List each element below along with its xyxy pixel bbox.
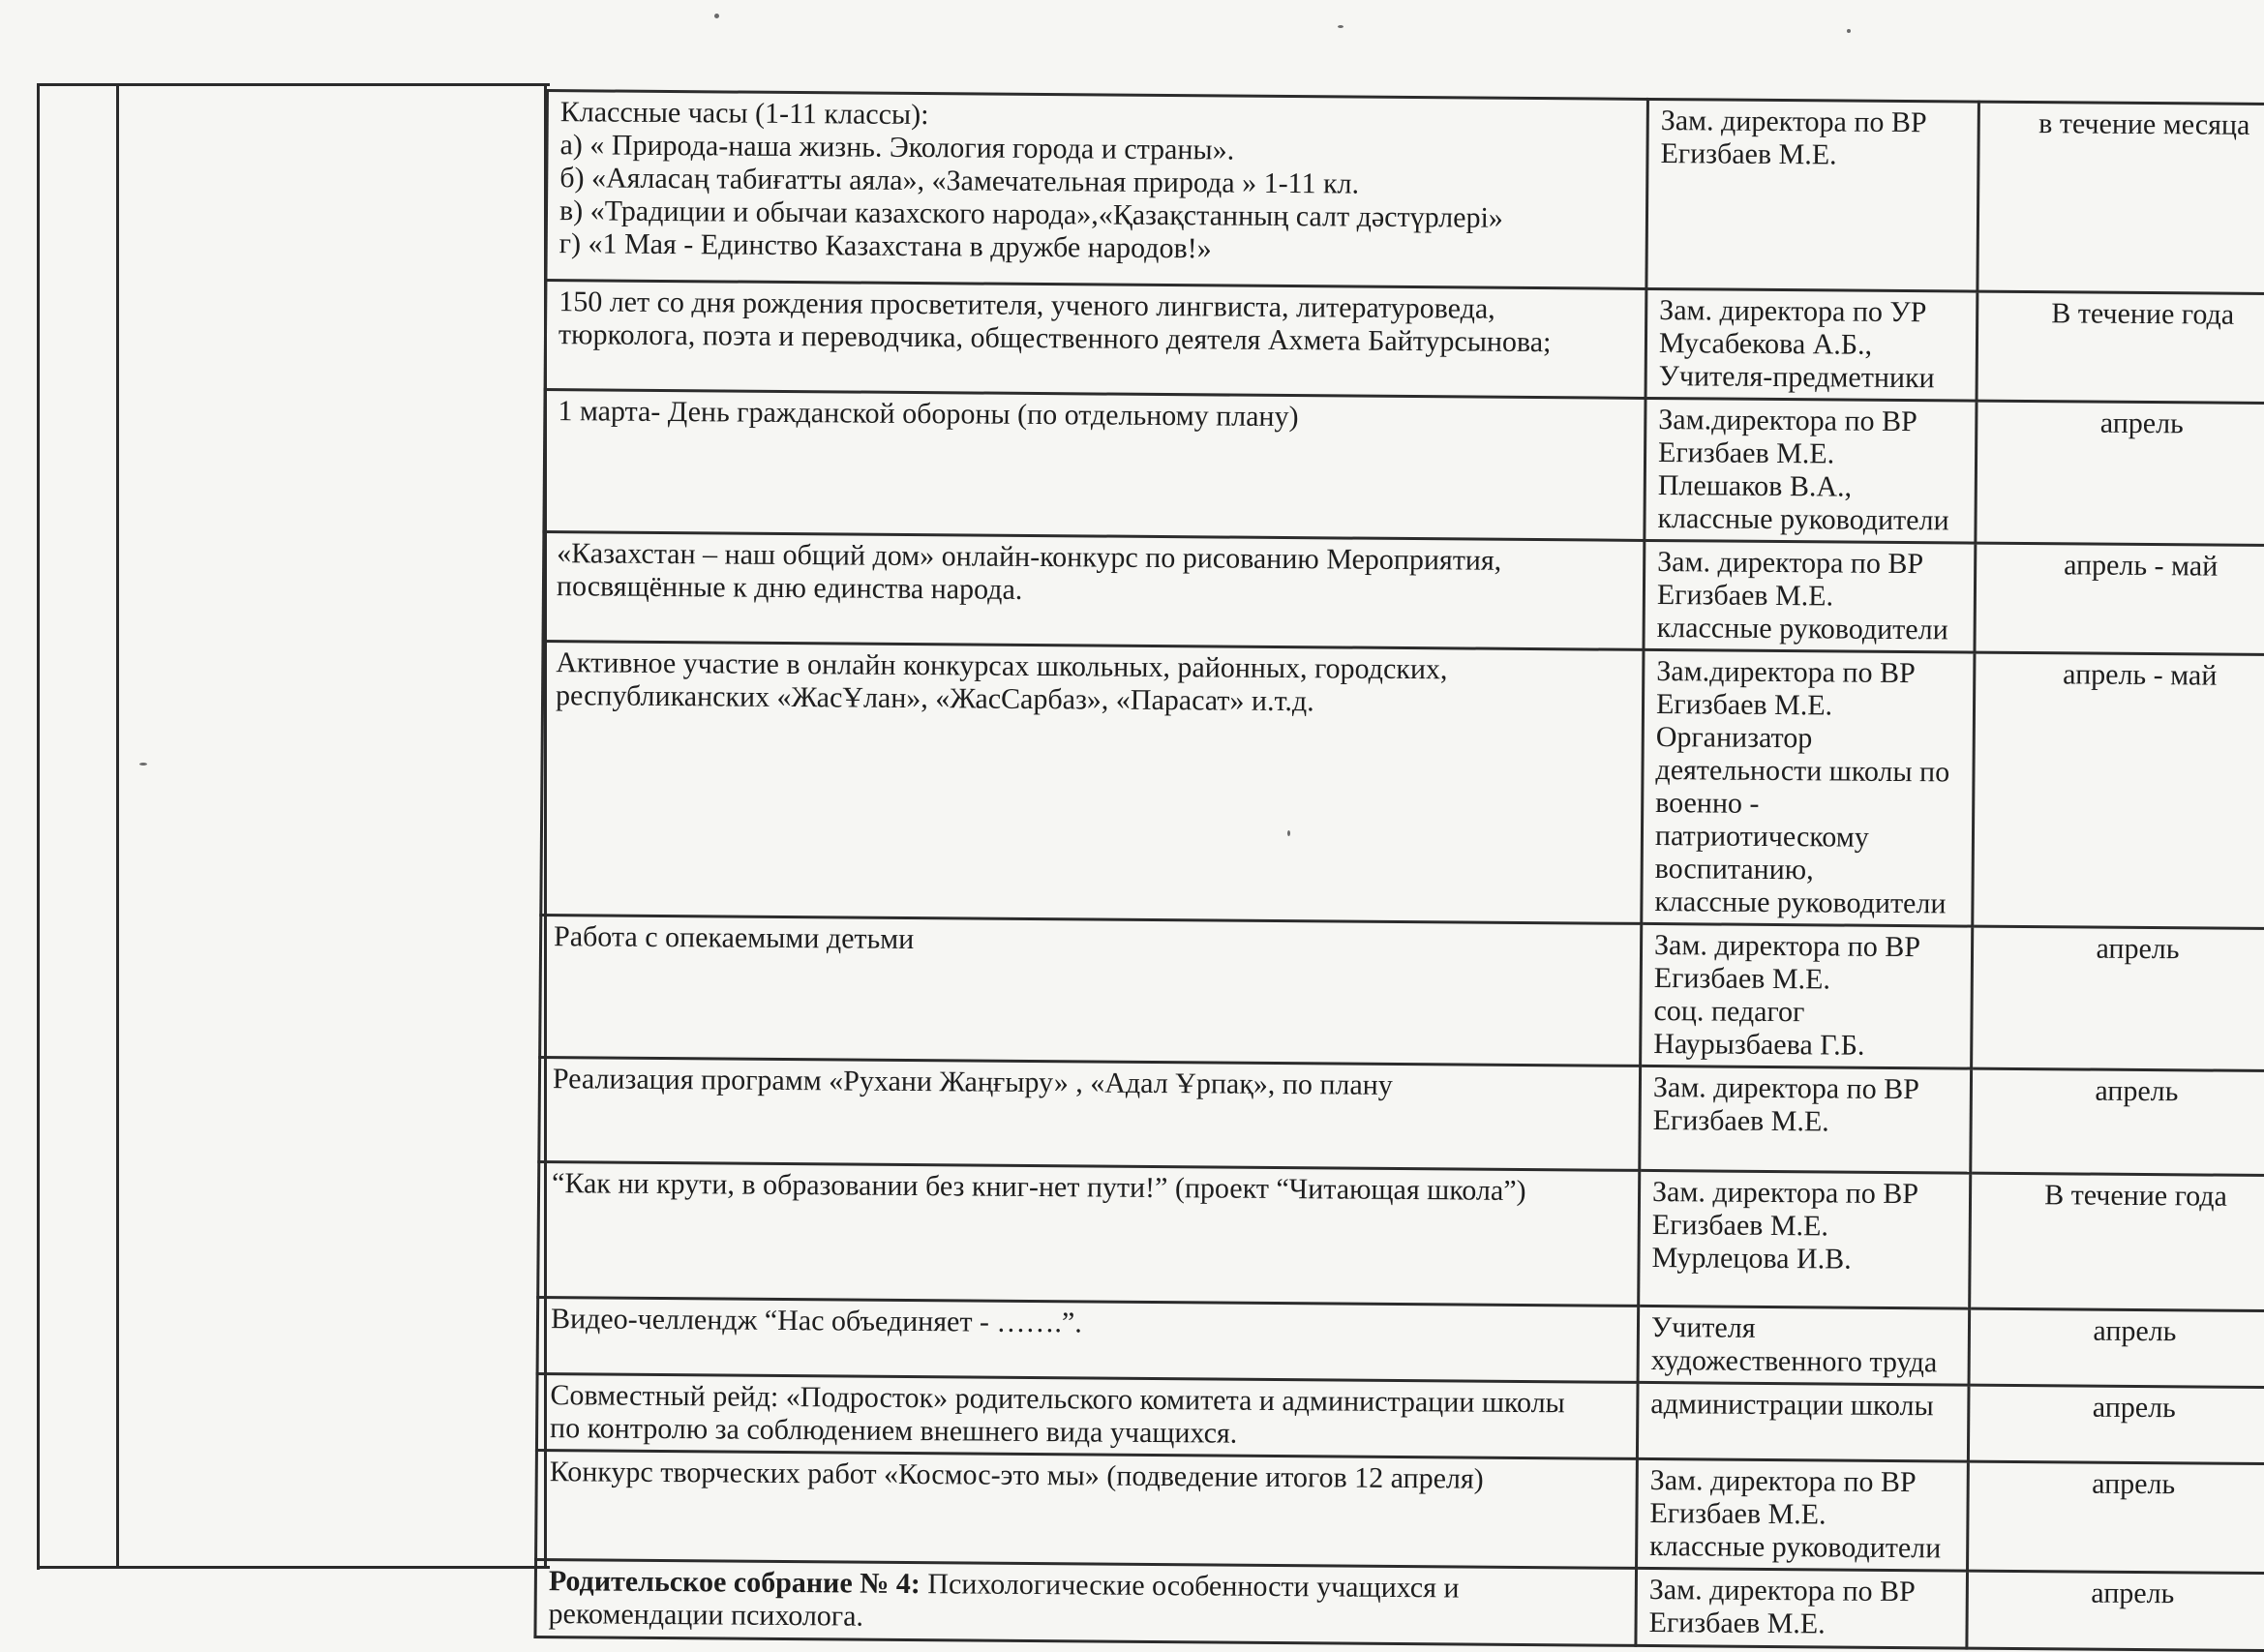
event-cell [538, 1161, 1640, 1306]
event-bold-heading: Родительское собрание № 4: [548, 1565, 921, 1601]
date-cell: В течение года [1970, 1173, 2264, 1311]
event-text: тюрколога, поэта и переводчика, общественного деятеля Ахмета Байтурсынова; [558, 318, 1552, 359]
event-text: посвящённые к дню единства народа. [556, 570, 1023, 606]
event-text: Совместный рейд: «Подросток» родительского комитета и администрации школы [550, 1379, 1565, 1420]
table-row [538, 1161, 2264, 1310]
responsible-text: Зам. директора по ВР [1652, 1071, 1919, 1106]
responsible-text: Зам. директора по ВР [1649, 1464, 1917, 1499]
scan-speck [714, 14, 719, 18]
event-cell [537, 1297, 1639, 1382]
table-row [539, 1057, 2264, 1175]
event-text: «Казахстан – наш общий дом» онлайн-конкурс по рисованию Мероприятия, [557, 537, 1502, 577]
event-cell [544, 390, 1645, 541]
table-row [536, 1450, 2264, 1573]
responsible-text: Учителя-предметники [1658, 360, 1935, 395]
event-text: г) «1 Мая - Единство Казахстана в дружбе народов!» [558, 227, 1212, 265]
frame-top-border [37, 83, 550, 86]
responsible-text: Зам.директора по ВР [1656, 655, 1916, 690]
event-text: Активное участие в онлайн конкурсах школьных, районных, городских, [556, 646, 1448, 686]
responsible-text: классные руководители [1654, 886, 1947, 920]
responsible-text: военно - [1655, 787, 1760, 820]
responsible-cell [1639, 1170, 1971, 1308]
event-text: а) « Природа-наша жизнь. Экология города и страны». [559, 129, 1235, 166]
frame-bottom-border [37, 1566, 550, 1569]
responsible-cell [1645, 288, 1977, 401]
responsible-text: классные руководители [1657, 502, 1949, 537]
responsible-text: Егизбаев М.Е. [1657, 436, 1835, 470]
scan-speck [139, 763, 147, 766]
event-text: в) «Традиции и обычаи казахского народа»,«Қазақстанның салт дәстүрлері» [558, 195, 1504, 234]
responsible-cell [1642, 649, 1975, 926]
event-cell [539, 1057, 1641, 1170]
responsible-text: Егизбаев М.Е. [1655, 688, 1833, 722]
event-cell [536, 1450, 1638, 1568]
event-text-continuation: Психологические особенности учащихся и [920, 1568, 1460, 1605]
responsible-text: Егизбаев М.Е. [1648, 1606, 1826, 1640]
table-row [546, 91, 2264, 294]
event-text: “Как ни крути, в образовании без книг-нет пути!” (проект “Читающая школа”) [551, 1167, 1526, 1207]
table-row [541, 641, 2264, 928]
event-text: Видео-челлендж “Нас объединяет - …….”. [550, 1303, 1082, 1339]
event-cell [536, 1373, 1638, 1458]
responsible-text: патриотическому [1654, 820, 1869, 854]
responsible-text: деятельности школы по [1655, 754, 1950, 789]
responsible-cell [1638, 1306, 1970, 1385]
table-row [543, 531, 2264, 654]
date-cell: апрель - май [1975, 543, 2264, 655]
responsible-text: Зам. директора по ВР [1653, 929, 1921, 964]
responsible-text: Зам. директора по ВР [1657, 546, 1924, 581]
date-cell: апрель [1971, 1068, 2264, 1176]
frame-inner-column [116, 85, 119, 1568]
date-cell: апрель [1976, 401, 2264, 546]
event-cell [541, 641, 1644, 923]
responsible-text: Плешаков В.А., [1657, 469, 1853, 503]
scan-speck [1847, 29, 1851, 33]
responsible-text: Егизбаев М.Е. [1652, 1104, 1829, 1138]
responsible-cell [1644, 540, 1976, 652]
date-cell: апрель [1968, 1461, 2264, 1574]
event-text: республиканских «ЖасҰлан», «ЖасСарбаз», «Парасат» и.т.д. [555, 679, 1314, 718]
responsible-text: Зам. директора по ВР [1660, 105, 1927, 139]
event-text: рекомендации психолога. [548, 1598, 864, 1633]
event-text: Реализация программ «Рухани Жаңғыру» , «Адал Ұрпақ», по плану [552, 1063, 1393, 1101]
responsible-cell [1645, 398, 1977, 543]
date-cell: апрель [1969, 1308, 2264, 1388]
table-row [535, 1559, 2264, 1650]
responsible-cell [1637, 1458, 1969, 1571]
event-text: Конкурс творческих работ «Космос-это мы» (подведение итогов 12 апреля) [549, 1456, 1484, 1495]
responsible-text: Мурлецова И.В. [1651, 1242, 1852, 1276]
responsible-text: Зам.директора по ВР [1658, 404, 1917, 438]
table-row [540, 915, 2264, 1070]
responsible-text: классные руководители [1656, 612, 1948, 646]
responsible-text: Зам. директора по ВР [1651, 1176, 1919, 1211]
responsible-text: Егизбаев М.Е. [1651, 1209, 1829, 1243]
table-row [544, 390, 2264, 546]
responsible-cell [1641, 923, 1973, 1068]
responsible-text: Егизбаев М.Е. [1660, 137, 1837, 171]
event-cell [546, 91, 1648, 289]
scan-speck [1338, 25, 1343, 28]
responsible-cell [1640, 1066, 1972, 1173]
activity-plan-table [533, 89, 2264, 1652]
table-row [536, 1373, 2264, 1463]
responsible-text: воспитанию, [1654, 853, 1814, 886]
responsible-text: Организатор [1655, 721, 1813, 755]
responsible-cell [1646, 99, 1979, 291]
date-cell: апрель [1968, 1385, 2264, 1464]
responsible-text: классные руководители [1649, 1530, 1942, 1565]
responsible-text: администрации школы [1650, 1388, 1934, 1423]
responsible-cell [1636, 1568, 1968, 1648]
event-text: Классные часы (1-11 классы): [559, 96, 929, 132]
responsible-text: художественного труда [1650, 1344, 1938, 1379]
event-cell [540, 915, 1642, 1066]
responsible-text: Учителя [1650, 1311, 1756, 1344]
date-cell: апрель [1972, 926, 2264, 1071]
responsible-cell [1637, 1382, 1969, 1461]
responsible-text: соц. педагог [1653, 995, 1805, 1029]
event-text: б) «Аяласаң табиғатты аяла», «Замечательная природа » 1-11 кл. [559, 162, 1360, 200]
event-text: по контролю за соблюдением внешнего вида учащихся. [550, 1412, 1238, 1450]
responsible-text: Егизбаев М.Е. [1649, 1497, 1826, 1531]
frame-left-border [37, 83, 40, 1570]
event-cell [535, 1559, 1637, 1645]
table-row [537, 1297, 2264, 1387]
event-text: 1 марта- День гражданской обороны (по отдельному плану) [558, 395, 1299, 434]
responsible-text: Егизбаев М.Е. [1656, 579, 1834, 613]
date-cell: апрель [1967, 1571, 2264, 1651]
activity-plan-body [535, 91, 2264, 1651]
date-cell: апрель - май [1973, 652, 2264, 929]
event-text: 150 лет со дня рождения просветителя, ученого лингвиста, литературоведа, [558, 285, 1495, 325]
responsible-text: Зам. директора по ВР [1648, 1574, 1916, 1608]
table-row [545, 281, 2264, 404]
responsible-text: Наурызбаева Г.Б. [1653, 1028, 1865, 1062]
event-cell [543, 531, 1645, 649]
event-cell [545, 281, 1646, 399]
event-text: Работа с опекаемыми детьми [553, 920, 915, 956]
responsible-text: Зам. директора по УР [1659, 294, 1927, 329]
responsible-text: Егизбаев М.Е. [1653, 962, 1831, 996]
responsible-text: Мусабекова А.Б., [1658, 327, 1873, 361]
date-cell: в течение месяца [1977, 102, 2264, 294]
date-cell: В течение года [1977, 291, 2264, 404]
